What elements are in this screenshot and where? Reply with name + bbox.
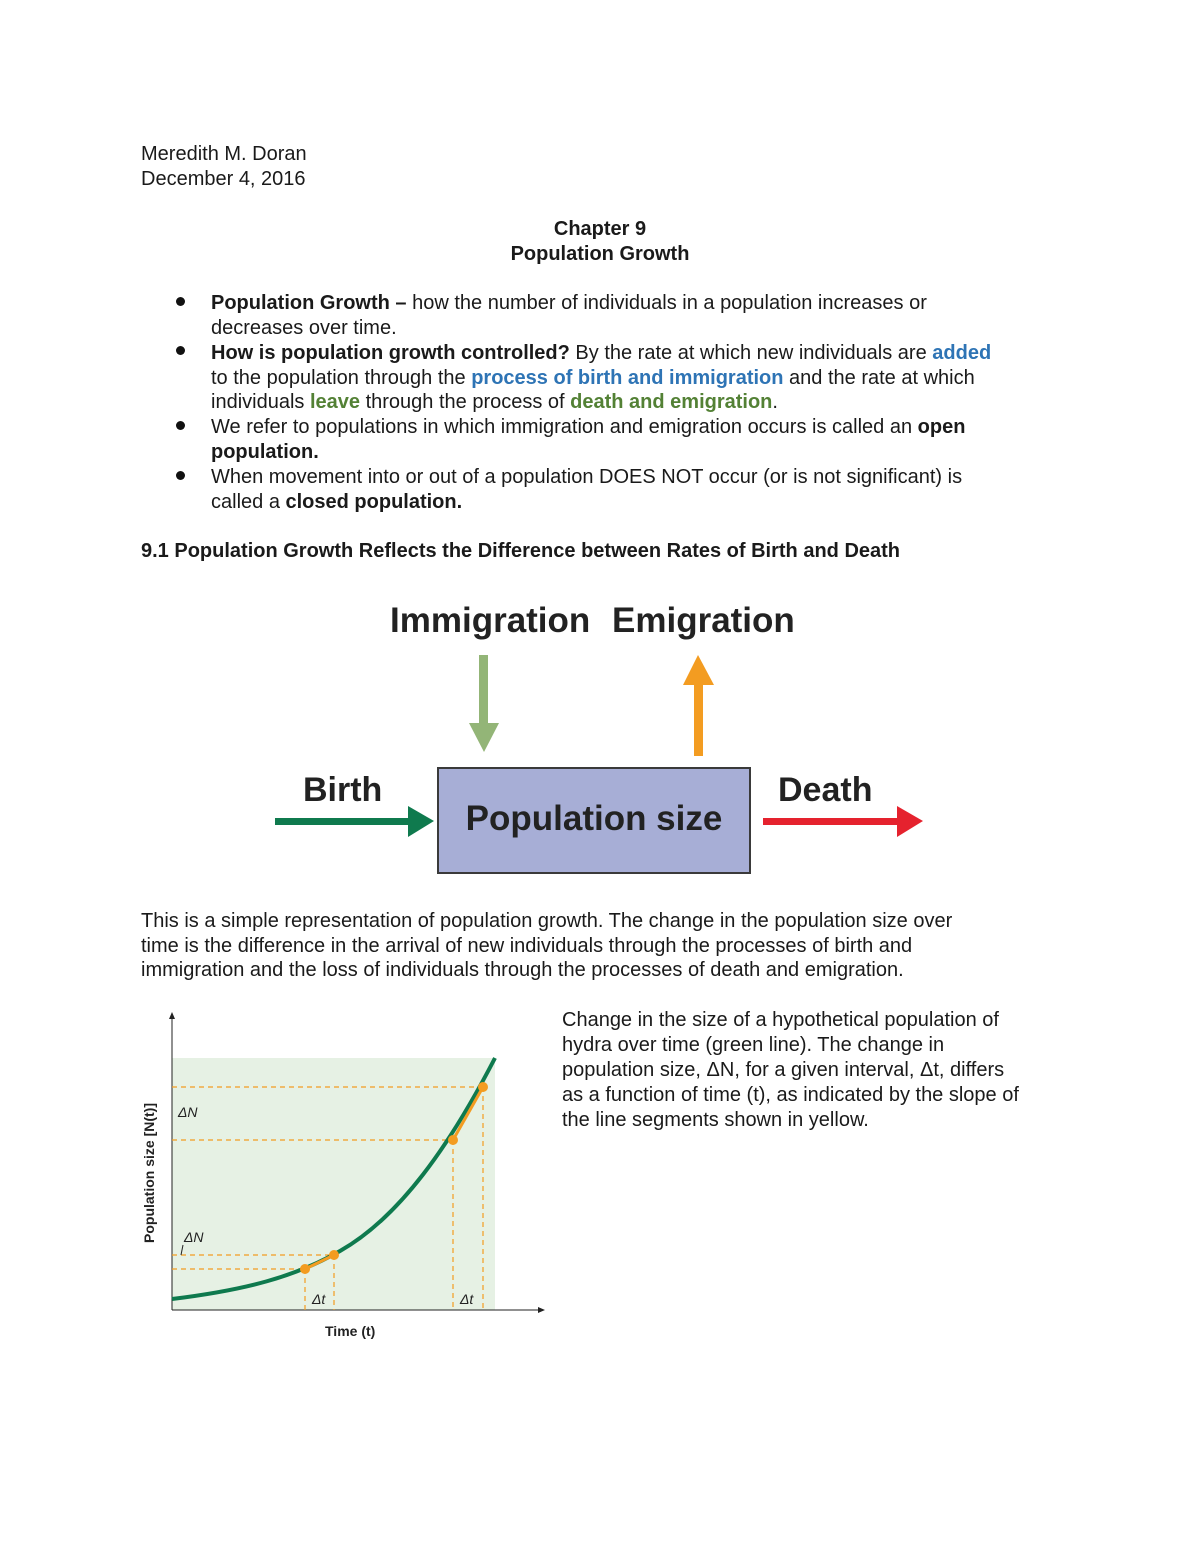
paragraph-line: immigration and the loss of individuals through the processes of death and emigration. [141,959,904,981]
segment-point [300,1264,310,1274]
bullet-text-continued: decreases over time. [211,317,397,339]
birth-label: Birth [303,771,383,809]
plot-background [172,1058,495,1310]
death-right-arrow-icon [763,806,923,837]
bullet-text-continued [211,490,462,515]
emigration-label: Emigration [612,601,795,640]
birth-right-arrow-icon [275,806,434,837]
delta-n-upper-label: ΔN [178,1104,198,1120]
population-flow-diagram [260,595,940,885]
bullet-text-continued [211,390,778,415]
bullet-term: How is population growth controlled? [211,342,570,364]
delta-t-left-label: Δt [312,1291,326,1307]
highlight-added: added [932,342,992,364]
term-closed: closed population. [285,491,463,513]
section-heading: 9.1 Population Growth Reflects the Difference between Rates of Birth and Death [141,540,901,562]
y-axis-label: Population size [N(t)] [141,1103,157,1243]
bullet-text: and the rate at which [783,367,975,389]
bullet-dot-icon [176,297,185,306]
x-axis-label: Time (t) [325,1323,376,1339]
segment-point [478,1082,488,1092]
caption-line: Change in the size of a hypothetical population of [562,1009,999,1031]
bullet-item-open [211,415,965,440]
growth-plot [135,1005,555,1350]
paragraph-line: time is the difference in the arrival of new individuals through the processes of birth and [141,935,913,957]
delta-n-lower-label: ΔN [184,1229,204,1245]
caption-line: population size, ΔN, for a given interval, Δt, differs [562,1059,1005,1081]
caption-line: as a function of time (t), as indicated by the slope of [562,1084,1019,1106]
chapter-topic: Population Growth [510,243,690,265]
bullet-text: to the population through the [211,367,472,389]
death-label: Death [778,771,873,809]
bullet-item-growth [211,291,927,316]
segment-point [448,1135,458,1145]
highlight-birth-immigration: process of birth and immigration [471,367,784,389]
bullet-item-closed: When movement into or out of a population DOES NOT occur (or is not significant) is [211,466,963,488]
document-date: December 4, 2016 [141,168,306,190]
bullet-term: Population Growth – [211,292,407,314]
paragraph-line: This is a simple representation of population growth. The change in the population size over [141,910,953,932]
bullet-dot-icon [176,346,185,355]
diagram-arrows [260,595,940,885]
bullet-text: By the rate at which new individuals are [569,342,933,364]
caption-line: hydra over time (green line). The change in [562,1034,945,1056]
bullet-text-continued [211,366,975,391]
delta-t-right-label: Δt [460,1291,474,1307]
chapter-title: Chapter 9 [553,218,647,240]
x-axis-arrow-icon [538,1307,545,1313]
bullet-text: called a [211,491,286,513]
bullet-text: how the number of individuals in a population increases or [406,292,927,314]
term-open: open [917,416,966,438]
population-size-label: Population size [465,799,723,838]
bullet-item-control [211,341,991,366]
growth-figure [135,1005,555,1350]
highlight-death-emigration: death and emigration [570,391,773,413]
bullet-text: through the process of [360,391,571,413]
y-axis-arrow-icon [169,1012,175,1019]
emigration-up-arrow-icon [683,655,714,756]
immigration-down-arrow-icon [469,655,499,752]
caption-line: the line segments shown in yellow. [562,1109,869,1131]
highlight-leave: leave [309,391,361,413]
immigration-label: Immigration [390,601,591,640]
segment-point [329,1250,339,1260]
bullet-dot-icon [176,421,185,430]
author-name: Meredith M. Doran [141,143,307,165]
bullet-text: individuals [211,391,310,413]
bullet-text: . [772,391,778,413]
bullet-text: We refer to populations in which immigration and emigration occurs is called an [211,416,918,438]
term-population: population. [211,441,319,463]
bullet-dot-icon [176,471,185,480]
